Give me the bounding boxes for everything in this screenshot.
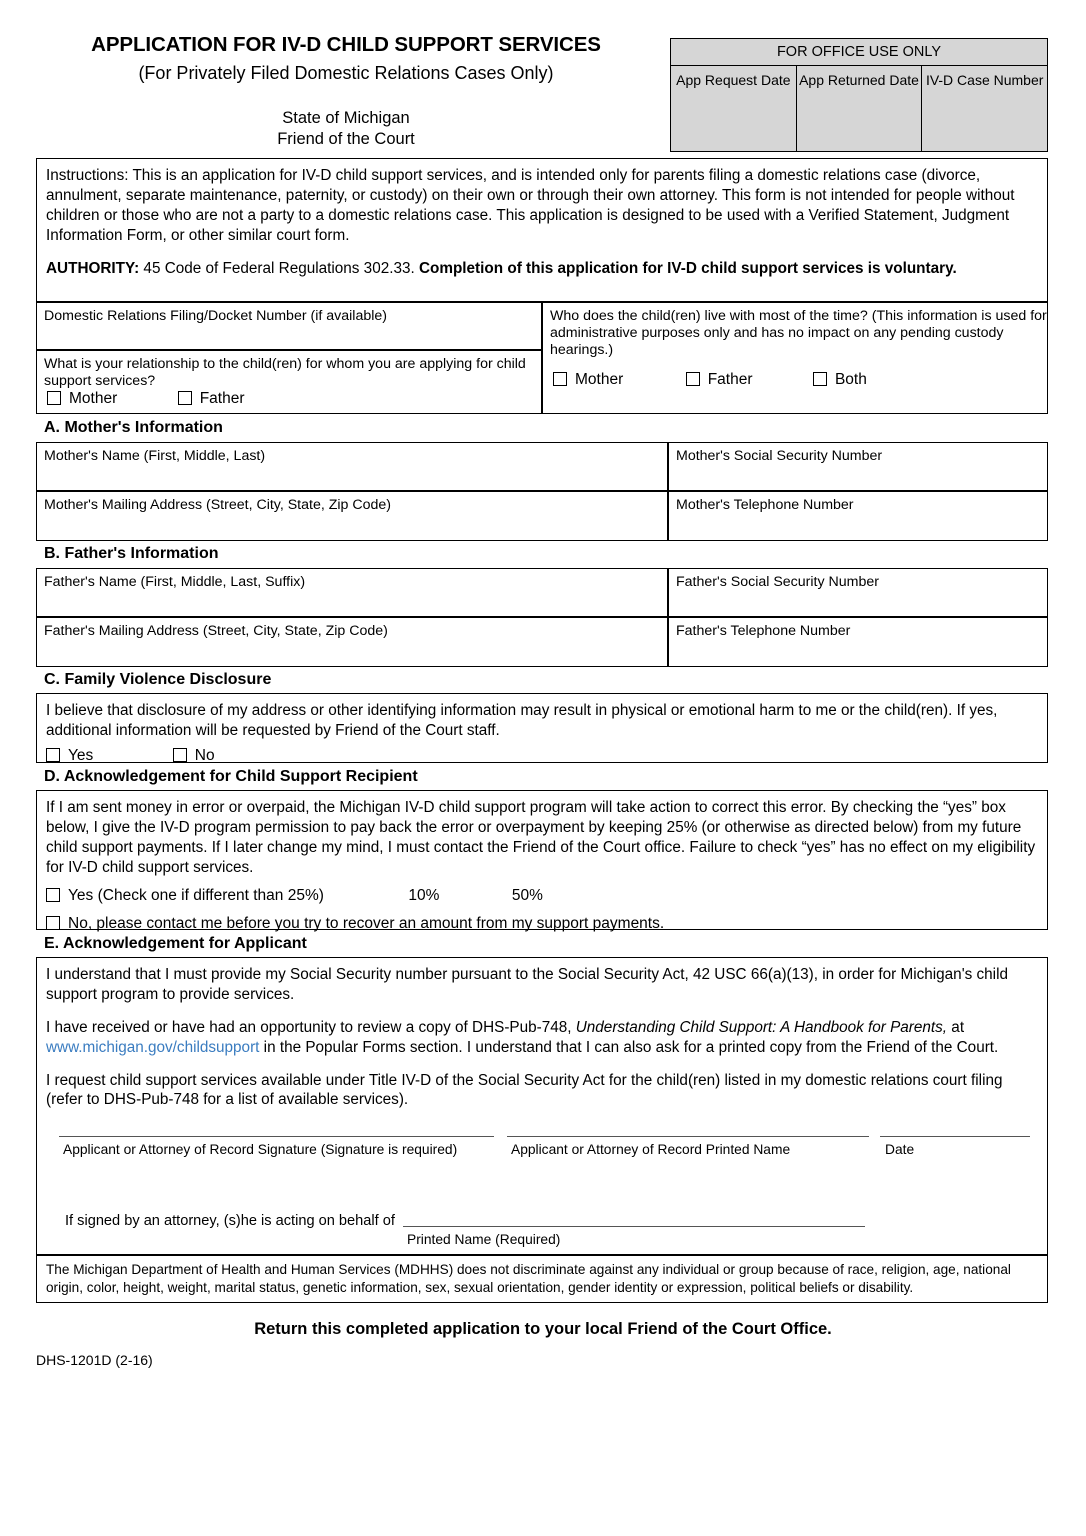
mother-phone-field[interactable]: [668, 491, 1048, 541]
form-header: [0, 0, 1086, 152]
childsupport-website-link[interactable]: www.michigan.gov/childsupport: [46, 1038, 260, 1056]
agency-block: [36, 108, 656, 151]
signature-line[interactable]: [59, 1136, 494, 1137]
office-ivd-case-number-label: IV-D Case Number: [925, 72, 1044, 88]
nondiscrimination-text: The Michigan Department of Health and Human Services (MDHHS) does not discriminate against any individual or group because of race, religion, age, national origin, color, height, weight, marital status, genetic information, sex, sexual orientation, gender identity or expression, political beliefs or disability.: [46, 1262, 1011, 1295]
return-notice: Return this completed application to your local Friend of the Court Office.: [254, 1320, 832, 1338]
mother-address-field[interactable]: [36, 491, 668, 541]
checkbox-icon[interactable]: [173, 748, 187, 762]
attorney-printed-name-line[interactable]: [403, 1226, 865, 1227]
authority-paragraph: [46, 259, 1038, 279]
mother-phone-label: Mother's Telephone Number: [676, 497, 854, 513]
checkbox-icon[interactable]: [178, 391, 192, 405]
section-a-heading: A. Mother's Information: [44, 419, 223, 436]
recipient-acknowledgement-text: If I am sent money in error or overpaid, the Michigan IV-D child support program will take action to correct this error. By checking the “yes” box below, I give the IV-D program permission to pay back the error or overpayment by keeping 25% (or otherwise as directed below) from my future child support payments. If I later change my mind, I must contact the Friend of the Court office. Failure to check “yes” has no effect on my eligibility for IV-D child support services.: [46, 799, 1036, 876]
office-app-returned-date-label: App Returned Date: [799, 72, 919, 88]
office-app-request-date-label: App Request Date: [676, 72, 791, 88]
family-violence-option-yes-label: Yes: [68, 746, 94, 764]
father-address-label: Father's Mailing Address (Street, City, State, Zip Code): [44, 623, 388, 639]
nondiscrimination-box: [36, 1255, 1048, 1303]
office-ivd-case-number[interactable]: [922, 66, 1047, 151]
lives-with-field: [542, 302, 1048, 414]
authority-text: 45 Code of Federal Regulations 302.33.: [139, 259, 419, 277]
checkbox-icon[interactable]: [46, 888, 60, 902]
checkbox-icon[interactable]: [813, 372, 827, 386]
applicant-para-2-part1: I have received or have had an opportunity to review a copy of DHS-Pub-748,: [46, 1018, 576, 1036]
office-use-box: [670, 38, 1048, 152]
date-line[interactable]: [880, 1136, 1030, 1137]
docket-number-label: Domestic Relations Filing/Docket Number (if available): [44, 308, 387, 324]
family-violence-option-no[interactable]: [173, 747, 215, 765]
lives-with-option-both-label: Both: [834, 371, 867, 388]
applicant-acknowledgement-text: [37, 958, 1047, 1110]
applicant-para-3: I request child support services available under Title IV-D of the Social Security Act for the child(ren) listed in my domestic relations court filing (refer to DHS-Pub-748 for a list of available services).: [46, 1071, 1003, 1109]
relationship-option-mother[interactable]: [47, 390, 117, 408]
checkbox-icon[interactable]: [46, 748, 60, 762]
office-app-returned-date[interactable]: [797, 66, 923, 151]
relationship-field: [36, 350, 542, 414]
family-violence-text: I believe that disclosure of my address or other identifying information may result in physical or emotional harm to me or the child(ren). If yes, additional information will be requested by Friend of the Court staff.: [46, 702, 998, 739]
lives-with-option-mother[interactable]: [553, 371, 623, 389]
mother-name-label: Mother's Name (First, Middle, Last): [44, 448, 266, 464]
title-block: [36, 34, 656, 151]
applicant-para-2-part2: at: [947, 1018, 965, 1036]
page-title: APPLICATION FOR IV-D CHILD SUPPORT SERVICES: [91, 33, 601, 56]
instructions-box: [36, 158, 1048, 302]
father-name-field[interactable]: [36, 568, 668, 617]
relationship-option-father-label: Father: [199, 390, 245, 407]
checkbox-icon[interactable]: [46, 916, 60, 930]
section-d-heading: D. Acknowledgement for Child Support Recipient: [44, 768, 418, 785]
mother-ssn-field[interactable]: [668, 442, 1048, 491]
authority-bold-tail: Completion of this application for IV-D child support services is voluntary.: [418, 259, 957, 277]
family-violence-box: [36, 693, 1048, 763]
lives-with-option-mother-label: Mother: [575, 371, 624, 388]
mother-ssn-label: Mother's Social Security Number: [676, 448, 883, 464]
relationship-question: What is your relationship to the child(ren) for whom you are applying for child support services?: [44, 356, 526, 390]
applicant-para-2: [46, 1018, 1038, 1058]
lives-with-option-father[interactable]: [686, 371, 753, 389]
attorney-behalf-label: If signed by an attorney, (s)he is acting on behalf of: [65, 1213, 395, 1229]
mother-address-label: Mother's Mailing Address (Street, City, State, Zip Code): [44, 497, 392, 513]
signature-caption: Applicant or Attorney of Record Signature (Signature is required): [63, 1142, 458, 1157]
lives-with-option-father-label: Father: [707, 371, 753, 388]
printed-name-caption: Applicant or Attorney of Record Printed Name: [511, 1142, 791, 1157]
lives-with-option-both[interactable]: [813, 371, 867, 389]
applicant-para-1: I understand that I must provide my Social Security number pursuant to the Social Security Act, 42 USC 66(a)(13), in order for Michigan's child support program to provide services.: [46, 966, 1008, 1003]
father-phone-field[interactable]: [668, 617, 1048, 667]
recipient-pct-10[interactable]: 10%: [408, 886, 440, 904]
page-subtitle: (For Privately Filed Domestic Relations Cases Only): [138, 62, 554, 83]
section-b-heading: B. Father's Information: [44, 545, 219, 562]
recipient-option-no[interactable]: [46, 915, 664, 933]
agency-name: Friend of the Court: [277, 130, 415, 149]
recipient-acknowledgement-box: [36, 790, 1048, 930]
attorney-printed-name-caption: Printed Name (Required): [407, 1232, 561, 1247]
applicant-acknowledgement-box: [36, 957, 1048, 1255]
relationship-option-father[interactable]: [178, 390, 245, 408]
family-violence-option-no-label: No: [194, 746, 215, 764]
father-phone-label: Father's Telephone Number: [676, 623, 851, 639]
form-number: DHS-1201D (2-16): [36, 1352, 153, 1368]
recipient-pct-50[interactable]: 50%: [511, 886, 543, 904]
checkbox-icon[interactable]: [553, 372, 567, 386]
date-caption: Date: [885, 1142, 915, 1157]
father-ssn-field[interactable]: [668, 568, 1048, 617]
checkbox-icon[interactable]: [686, 372, 700, 386]
instructions-paragraph: Instructions: This is an application for IV-D child support services, and is intended only for parents filing a domestic relations case (divorce, annulment, separate maintenance, paternity, or custody) on their own or through their own attorney. This form is not intended for people without children or those who are not a party to a domestic relations case. This application is designed to be used with a Verified Statement, Judgment Information Form, or other similar court form.: [46, 167, 1015, 244]
authority-label: AUTHORITY:: [46, 259, 140, 277]
applicant-para-2-part3: in the Popular Forms section. I understand that I can also ask for a printed copy from the Friend of the Court.: [259, 1038, 999, 1056]
relationship-option-mother-label: Mother: [69, 390, 118, 407]
section-e-heading: E. Acknowledgement for Applicant: [44, 935, 307, 952]
mother-name-field[interactable]: [36, 442, 668, 491]
recipient-option-yes[interactable]: [46, 887, 324, 905]
family-violence-option-yes[interactable]: [46, 747, 93, 765]
instructions-text: [46, 166, 1038, 278]
state-name: State of Michigan: [282, 109, 410, 128]
docket-number-field[interactable]: [36, 302, 542, 350]
father-ssn-label: Father's Social Security Number: [676, 574, 879, 590]
recipient-option-yes-label: Yes (Check one if different than 25%): [68, 886, 324, 904]
lives-with-question: Who does the child(ren) live with most of the time? (This information is used for administrative purposes only and has no impact on any pending custody hearings.): [550, 308, 1047, 359]
father-address-field[interactable]: [36, 617, 668, 667]
recipient-option-no-label: No, please contact me before you try to recover an amount from my support payments.: [68, 914, 665, 932]
office-use-heading: FOR OFFICE USE ONLY: [671, 39, 1047, 66]
father-name-label: Father's Name (First, Middle, Last, Suffix): [44, 574, 306, 590]
section-c-heading: C. Family Violence Disclosure: [44, 671, 272, 688]
printed-name-line[interactable]: [507, 1136, 869, 1137]
office-app-request-date[interactable]: [671, 66, 797, 151]
checkbox-icon[interactable]: [47, 391, 61, 405]
handbook-title: Understanding Child Support: A Handbook for Parents,: [575, 1018, 948, 1036]
